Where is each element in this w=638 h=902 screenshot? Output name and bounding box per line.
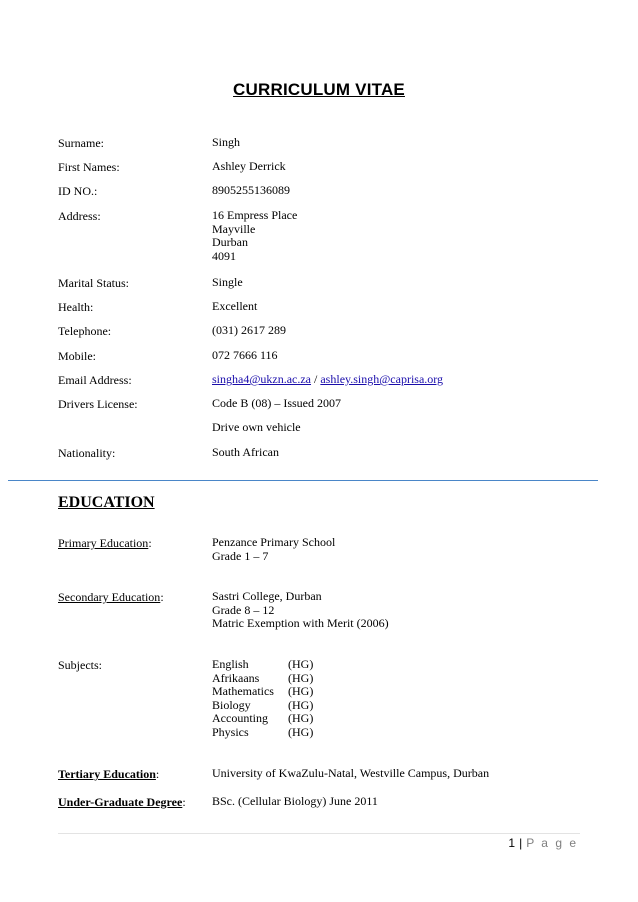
footer-divider bbox=[58, 833, 580, 834]
first-names-label: First Names: bbox=[58, 160, 120, 174]
subject-row bbox=[212, 685, 313, 699]
mobile-label: Mobile: bbox=[58, 349, 96, 363]
subject-level: (HG) bbox=[288, 711, 314, 725]
secondary-education-label bbox=[58, 590, 164, 604]
mobile-value: 072 7666 116 bbox=[212, 348, 278, 362]
subject-name: Afrikaans bbox=[212, 670, 260, 685]
subject-level: (HG) bbox=[288, 724, 314, 739]
tertiary-education-label-text: Tertiary Education bbox=[58, 767, 156, 781]
subjects-list bbox=[212, 658, 313, 739]
secondary-grades: Grade 8 – 12 bbox=[212, 602, 275, 617]
tertiary-education-label bbox=[58, 767, 159, 781]
page-word: P a g e bbox=[526, 836, 578, 850]
email-link-ukzn[interactable]: singha4@ukzn.ac.za bbox=[212, 372, 312, 386]
subject-row bbox=[212, 712, 313, 726]
education-heading: EDUCATION bbox=[58, 494, 155, 511]
subject-row bbox=[212, 658, 313, 672]
label-colon: : bbox=[182, 795, 186, 809]
email-separator: / bbox=[311, 372, 321, 386]
address-line: 16 Empress Place bbox=[212, 208, 298, 222]
marital-status-label: Marital Status: bbox=[58, 276, 129, 290]
surname-label: Surname: bbox=[58, 136, 104, 150]
subject-level: (HG) bbox=[288, 670, 314, 685]
id-value: 8905255136089 bbox=[212, 183, 290, 197]
marital-status-value: Single bbox=[212, 275, 243, 289]
primary-education-label-text: Primary Education bbox=[58, 536, 149, 550]
label-colon: : bbox=[148, 536, 152, 550]
subject-name: Physics bbox=[212, 724, 249, 739]
address-line: 4091 bbox=[212, 248, 236, 263]
undergrad-degree-label bbox=[58, 795, 186, 809]
subject-row bbox=[212, 726, 313, 740]
health-value: Excellent bbox=[212, 299, 258, 313]
subject-name: Accounting bbox=[212, 711, 268, 725]
primary-education-value bbox=[212, 536, 335, 563]
primary-grades: Grade 1 – 7 bbox=[212, 548, 269, 563]
section-divider bbox=[8, 480, 598, 481]
address-line: Mayville bbox=[212, 221, 256, 236]
subject-name: English bbox=[212, 657, 249, 671]
secondary-education-value bbox=[212, 590, 389, 631]
email-link-caprisa[interactable]: ashley.singh@caprisa.org bbox=[320, 372, 444, 386]
email-label: Email Address: bbox=[58, 373, 132, 387]
drivers-license-value: Code B (08) – Issued 2007 bbox=[212, 396, 341, 410]
subject-name: Biology bbox=[212, 697, 251, 712]
surname-value: Singh bbox=[212, 135, 241, 149]
primary-school-name: Penzance Primary School bbox=[212, 535, 336, 549]
subject-row bbox=[212, 672, 313, 686]
undergrad-degree-value: BSc. (Cellular Biology) June 2011 bbox=[212, 794, 378, 808]
label-colon: : bbox=[160, 590, 164, 604]
health-label: Health: bbox=[58, 300, 94, 314]
email-value bbox=[212, 373, 443, 387]
drive-own-vehicle-note: Drive own vehicle bbox=[212, 420, 301, 434]
drivers-license-label: Drivers License: bbox=[58, 397, 138, 411]
subject-row bbox=[212, 699, 313, 713]
subject-name: Mathematics bbox=[212, 684, 274, 698]
document-title: CURRICULUM VITAE bbox=[233, 80, 405, 99]
subject-level: (HG) bbox=[288, 697, 314, 712]
undergrad-degree-label-text: Under-Graduate Degree bbox=[58, 795, 183, 809]
subject-level: (HG) bbox=[288, 657, 314, 671]
subjects-label: Subjects: bbox=[58, 658, 102, 672]
address-block bbox=[212, 209, 297, 263]
first-names-value: Ashley Derrick bbox=[212, 159, 286, 173]
subject-level: (HG) bbox=[288, 684, 314, 698]
address-line: Durban bbox=[212, 235, 248, 249]
label-colon: : bbox=[155, 767, 160, 781]
matric-result: Matric Exemption with Merit (2006) bbox=[212, 616, 389, 630]
telephone-label: Telephone: bbox=[58, 324, 112, 338]
secondary-education-label-text: Secondary Education bbox=[58, 590, 161, 604]
address-label: Address: bbox=[58, 209, 101, 223]
id-label: ID NO.: bbox=[58, 184, 98, 198]
page-number: 1 bbox=[508, 836, 516, 850]
page-footer bbox=[508, 836, 578, 850]
telephone-value: (031) 2617 289 bbox=[212, 323, 286, 337]
footer-separator: | bbox=[519, 836, 523, 850]
secondary-school-name: Sastri College, Durban bbox=[212, 589, 322, 603]
nationality-label: Nationality: bbox=[58, 446, 116, 460]
primary-education-label bbox=[58, 536, 152, 550]
nationality-value: South African bbox=[212, 445, 279, 459]
tertiary-education-value: University of KwaZulu-Natal, Westville Campus, Durban bbox=[212, 766, 490, 780]
